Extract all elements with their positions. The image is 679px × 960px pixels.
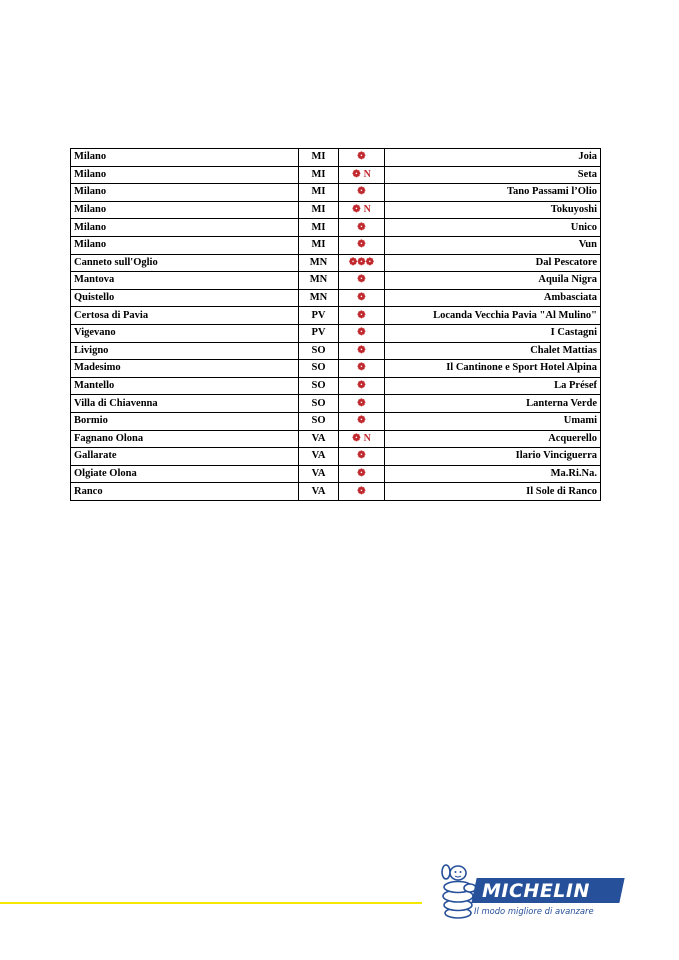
city-cell: Milano (71, 149, 299, 167)
restaurant-name-cell: Umami (385, 412, 601, 430)
restaurant-name-cell: Joia (385, 149, 601, 167)
city-cell: Ranco (71, 483, 299, 501)
michelin-star-icon: ❁ (357, 397, 366, 409)
city-cell: Mantova (71, 272, 299, 290)
table-row (71, 201, 601, 219)
province-cell: PV (299, 307, 339, 325)
province-cell: MN (299, 272, 339, 290)
michelin-star-cell (339, 254, 385, 272)
michelin-star-icon: ❁ (357, 309, 366, 321)
michelin-star-cell (339, 166, 385, 184)
michelin-star-icon: ❁ (357, 467, 366, 479)
restaurant-name-cell: Ambasciata (385, 289, 601, 307)
restaurant-name-cell: Ilario Vinciguerra (385, 448, 601, 466)
michelin-star-cell (339, 184, 385, 202)
restaurant-name-cell: Tano Passami l’Olio (385, 184, 601, 202)
restaurant-name-cell: Acquerello (385, 430, 601, 448)
table-row (71, 184, 601, 202)
table-row (71, 483, 601, 501)
province-cell: MN (299, 289, 339, 307)
michelin-star-icon: ❁ (357, 151, 366, 163)
table-row (71, 254, 601, 272)
table-row (71, 465, 601, 483)
michelin-star-icon: ❁ (357, 485, 366, 497)
city-cell: Quistello (71, 289, 299, 307)
city-cell: Olgiate Olona (71, 465, 299, 483)
city-cell: Gallarate (71, 448, 299, 466)
city-cell: Certosa di Pavia (71, 307, 299, 325)
restaurant-name-cell: Aquila Nigra (385, 272, 601, 290)
michelin-star-icon: ❁ (357, 274, 366, 286)
restaurant-name-cell: Ma.Ri.Na. (385, 465, 601, 483)
new-badge: N (363, 432, 371, 444)
restaurant-name-cell: Il Sole di Ranco (385, 483, 601, 501)
restaurant-name-cell: Dal Pescatore (385, 254, 601, 272)
table-row (71, 377, 601, 395)
michelin-star-cell (339, 272, 385, 290)
table-row (71, 360, 601, 378)
table-body (71, 149, 601, 501)
table-row (71, 412, 601, 430)
city-cell: Bormio (71, 412, 299, 430)
michelin-star-cell (339, 412, 385, 430)
michelin-star-cell (339, 448, 385, 466)
table-row (71, 236, 601, 254)
michelin-star-icon: ❁ (357, 186, 366, 198)
restaurant-name-cell: Locanda Vecchia Pavia "Al Mulino" (385, 307, 601, 325)
restaurant-name-cell: Vun (385, 236, 601, 254)
province-cell: MN (299, 254, 339, 272)
michelin-star-cell (339, 324, 385, 342)
restaurant-name-cell: I Castagni (385, 324, 601, 342)
logo-tagline: Il modo migliore di avanzare (474, 906, 594, 916)
michelin-star-cell (339, 360, 385, 378)
michelin-star-cell (339, 395, 385, 413)
city-cell: Villa di Chiavenna (71, 395, 299, 413)
restaurant-name-cell: Chalet Mattias (385, 342, 601, 360)
table-row (71, 448, 601, 466)
michelin-star-icon: ❁ (357, 344, 366, 356)
city-cell: Milano (71, 236, 299, 254)
new-badge: N (363, 204, 371, 216)
michelin-star-cell (339, 289, 385, 307)
province-cell: SO (299, 377, 339, 395)
michelin-star-icon: ❁ (357, 415, 366, 427)
restaurant-table (70, 148, 601, 501)
province-cell: VA (299, 483, 339, 501)
restaurant-name-cell: La Présef (385, 377, 601, 395)
table-row (71, 219, 601, 237)
logo-brand-text: MICHELIN (482, 880, 590, 902)
city-cell: Fagnano Olona (71, 430, 299, 448)
table-row (71, 342, 601, 360)
city-cell: Livigno (71, 342, 299, 360)
province-cell: SO (299, 342, 339, 360)
michelin-logo (436, 856, 626, 922)
michelin-star-icon: ❁ (352, 432, 361, 444)
table-row (71, 324, 601, 342)
michelin-star-cell (339, 201, 385, 219)
michelin-star-icon: ❁ (357, 327, 366, 339)
michelin-star-icon: ❁❁❁ (348, 256, 375, 268)
table-row (71, 149, 601, 167)
province-cell: MI (299, 201, 339, 219)
footer-yellow-line (0, 902, 422, 904)
province-cell: MI (299, 219, 339, 237)
michelin-star-cell (339, 465, 385, 483)
michelin-star-icon: ❁ (357, 239, 366, 251)
province-cell: PV (299, 324, 339, 342)
city-cell: Milano (71, 201, 299, 219)
michelin-star-icon: ❁ (357, 221, 366, 233)
michelin-star-cell (339, 430, 385, 448)
province-cell: SO (299, 360, 339, 378)
table-row (71, 166, 601, 184)
city-cell: Canneto sull'Oglio (71, 254, 299, 272)
province-cell: MI (299, 236, 339, 254)
restaurant-name-cell: Unico (385, 219, 601, 237)
restaurant-name-cell: Il Cantinone e Sport Hotel Alpina (385, 360, 601, 378)
michelin-star-cell (339, 219, 385, 237)
city-cell: Milano (71, 219, 299, 237)
michelin-star-icon: ❁ (352, 168, 361, 180)
province-cell: MI (299, 166, 339, 184)
province-cell: MI (299, 149, 339, 167)
province-cell: VA (299, 430, 339, 448)
michelin-star-cell (339, 483, 385, 501)
province-cell: SO (299, 395, 339, 413)
michelin-star-cell (339, 342, 385, 360)
michelin-star-icon: ❁ (352, 204, 361, 216)
new-badge: N (363, 168, 371, 180)
city-cell: Milano (71, 166, 299, 184)
michelin-star-icon: ❁ (357, 362, 366, 374)
table-row (71, 272, 601, 290)
michelin-star-cell (339, 236, 385, 254)
michelin-star-icon: ❁ (357, 450, 366, 462)
michelin-star-cell (339, 377, 385, 395)
province-cell: VA (299, 448, 339, 466)
city-cell: Madesimo (71, 360, 299, 378)
restaurant-name-cell: Tokuyoshi (385, 201, 601, 219)
city-cell: Mantello (71, 377, 299, 395)
michelin-star-cell (339, 149, 385, 167)
table-row (71, 395, 601, 413)
table-row (71, 289, 601, 307)
michelin-star-icon: ❁ (357, 380, 366, 392)
table-row (71, 307, 601, 325)
province-cell: MI (299, 184, 339, 202)
restaurant-name-cell: Seta (385, 166, 601, 184)
michelin-star-cell (339, 307, 385, 325)
table-row (71, 430, 601, 448)
city-cell: Vigevano (71, 324, 299, 342)
restaurant-name-cell: Lanterna Verde (385, 395, 601, 413)
province-cell: VA (299, 465, 339, 483)
michelin-star-icon: ❁ (357, 292, 366, 304)
province-cell: SO (299, 412, 339, 430)
city-cell: Milano (71, 184, 299, 202)
